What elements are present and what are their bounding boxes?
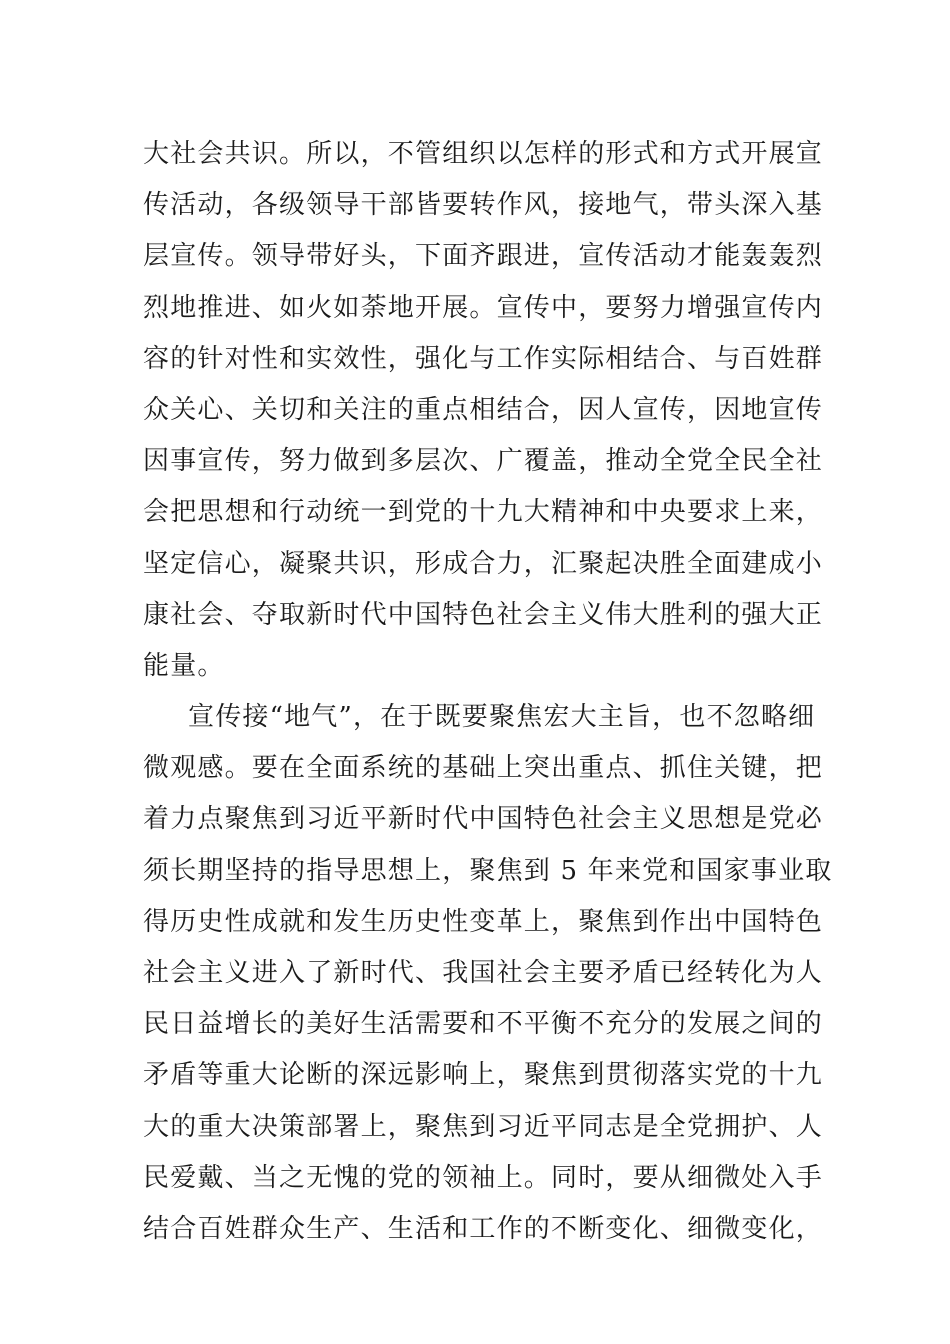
paragraph-2-line: 民爱戴、当之无愧的党的领袖上。同时，要从细微处入手 bbox=[143, 1162, 824, 1193]
paragraph-2-line: 微观感。要在全面系统的基础上突出重点、抓住关键，把 bbox=[143, 753, 824, 784]
paragraph-1-line: 因事宣传，努力做到多层次、广覆盖，推动全党全民全社 bbox=[143, 446, 824, 477]
paragraph-1-line: 层宣传。领导带好头，下面齐跟进，宣传活动才能轰轰烈 bbox=[143, 241, 824, 272]
paragraph-2-line: 社会主义进入了新时代、我国社会主要矛盾已经转化为人 bbox=[143, 958, 824, 988]
paragraph-1-line: 传活动，各级领导干部皆要转作风，接地气，带头深入基 bbox=[143, 190, 824, 221]
paragraph-1-line: 坚定信心，凝聚共识，形成合力，汇聚起决胜全面建成小 bbox=[143, 548, 824, 579]
paragraph-1-line: 会把思想和行动统一到党的十九大精神和中央要求上来， bbox=[143, 497, 824, 528]
paragraph-1-line: 大社会共识。所以，不管组织以怎样的形式和方式开展宣 bbox=[143, 139, 824, 169]
paragraph-2-line: 结合百姓群众生产、生活和工作的不断变化、细微变化， bbox=[143, 1213, 824, 1244]
document-body bbox=[143, 129, 833, 1255]
paragraph-2-line: 着力点聚焦到习近平新时代中国特色社会主义思想是党必 bbox=[143, 804, 824, 835]
paragraph-2-line: 大的重大决策部署上，聚焦到习近平同志是全党拥护、人 bbox=[143, 1111, 824, 1142]
paragraph-1-line: 容的针对性和实效性，强化与工作实际相结合、与百姓群 bbox=[143, 343, 824, 374]
paragraph-2-line: 矛盾等重大论断的深远影响上，聚焦到贯彻落实党的十九 bbox=[143, 1060, 824, 1091]
paragraph-1-line: 能量。 bbox=[143, 650, 225, 681]
paragraph-1-line: 烈地推进、如火如荼地开展。宣传中，要努力增强宣传内 bbox=[143, 292, 824, 323]
paragraph-1-line: 康社会、夺取新时代中国特色社会主义伟大胜利的强大正 bbox=[143, 599, 824, 630]
paragraph-2-line: 得历史性成就和发生历史性变革上，聚焦到作出中国特色 bbox=[143, 906, 824, 937]
paragraph-2-line: 民日益增长的美好生活需要和不平衡不充分的发展之间的 bbox=[143, 1009, 824, 1040]
paragraph-1-line: 众关心、关切和关注的重点相结合，因人宣传，因地宣传 bbox=[143, 394, 824, 425]
paragraph-2-line: 宣传接“地气”，在于既要聚焦宏大主旨，也不忽略细 bbox=[188, 702, 816, 733]
paragraph-2-line: 须长期坚持的指导思想上，聚焦到 5 年来党和国家事业取 bbox=[143, 855, 833, 886]
